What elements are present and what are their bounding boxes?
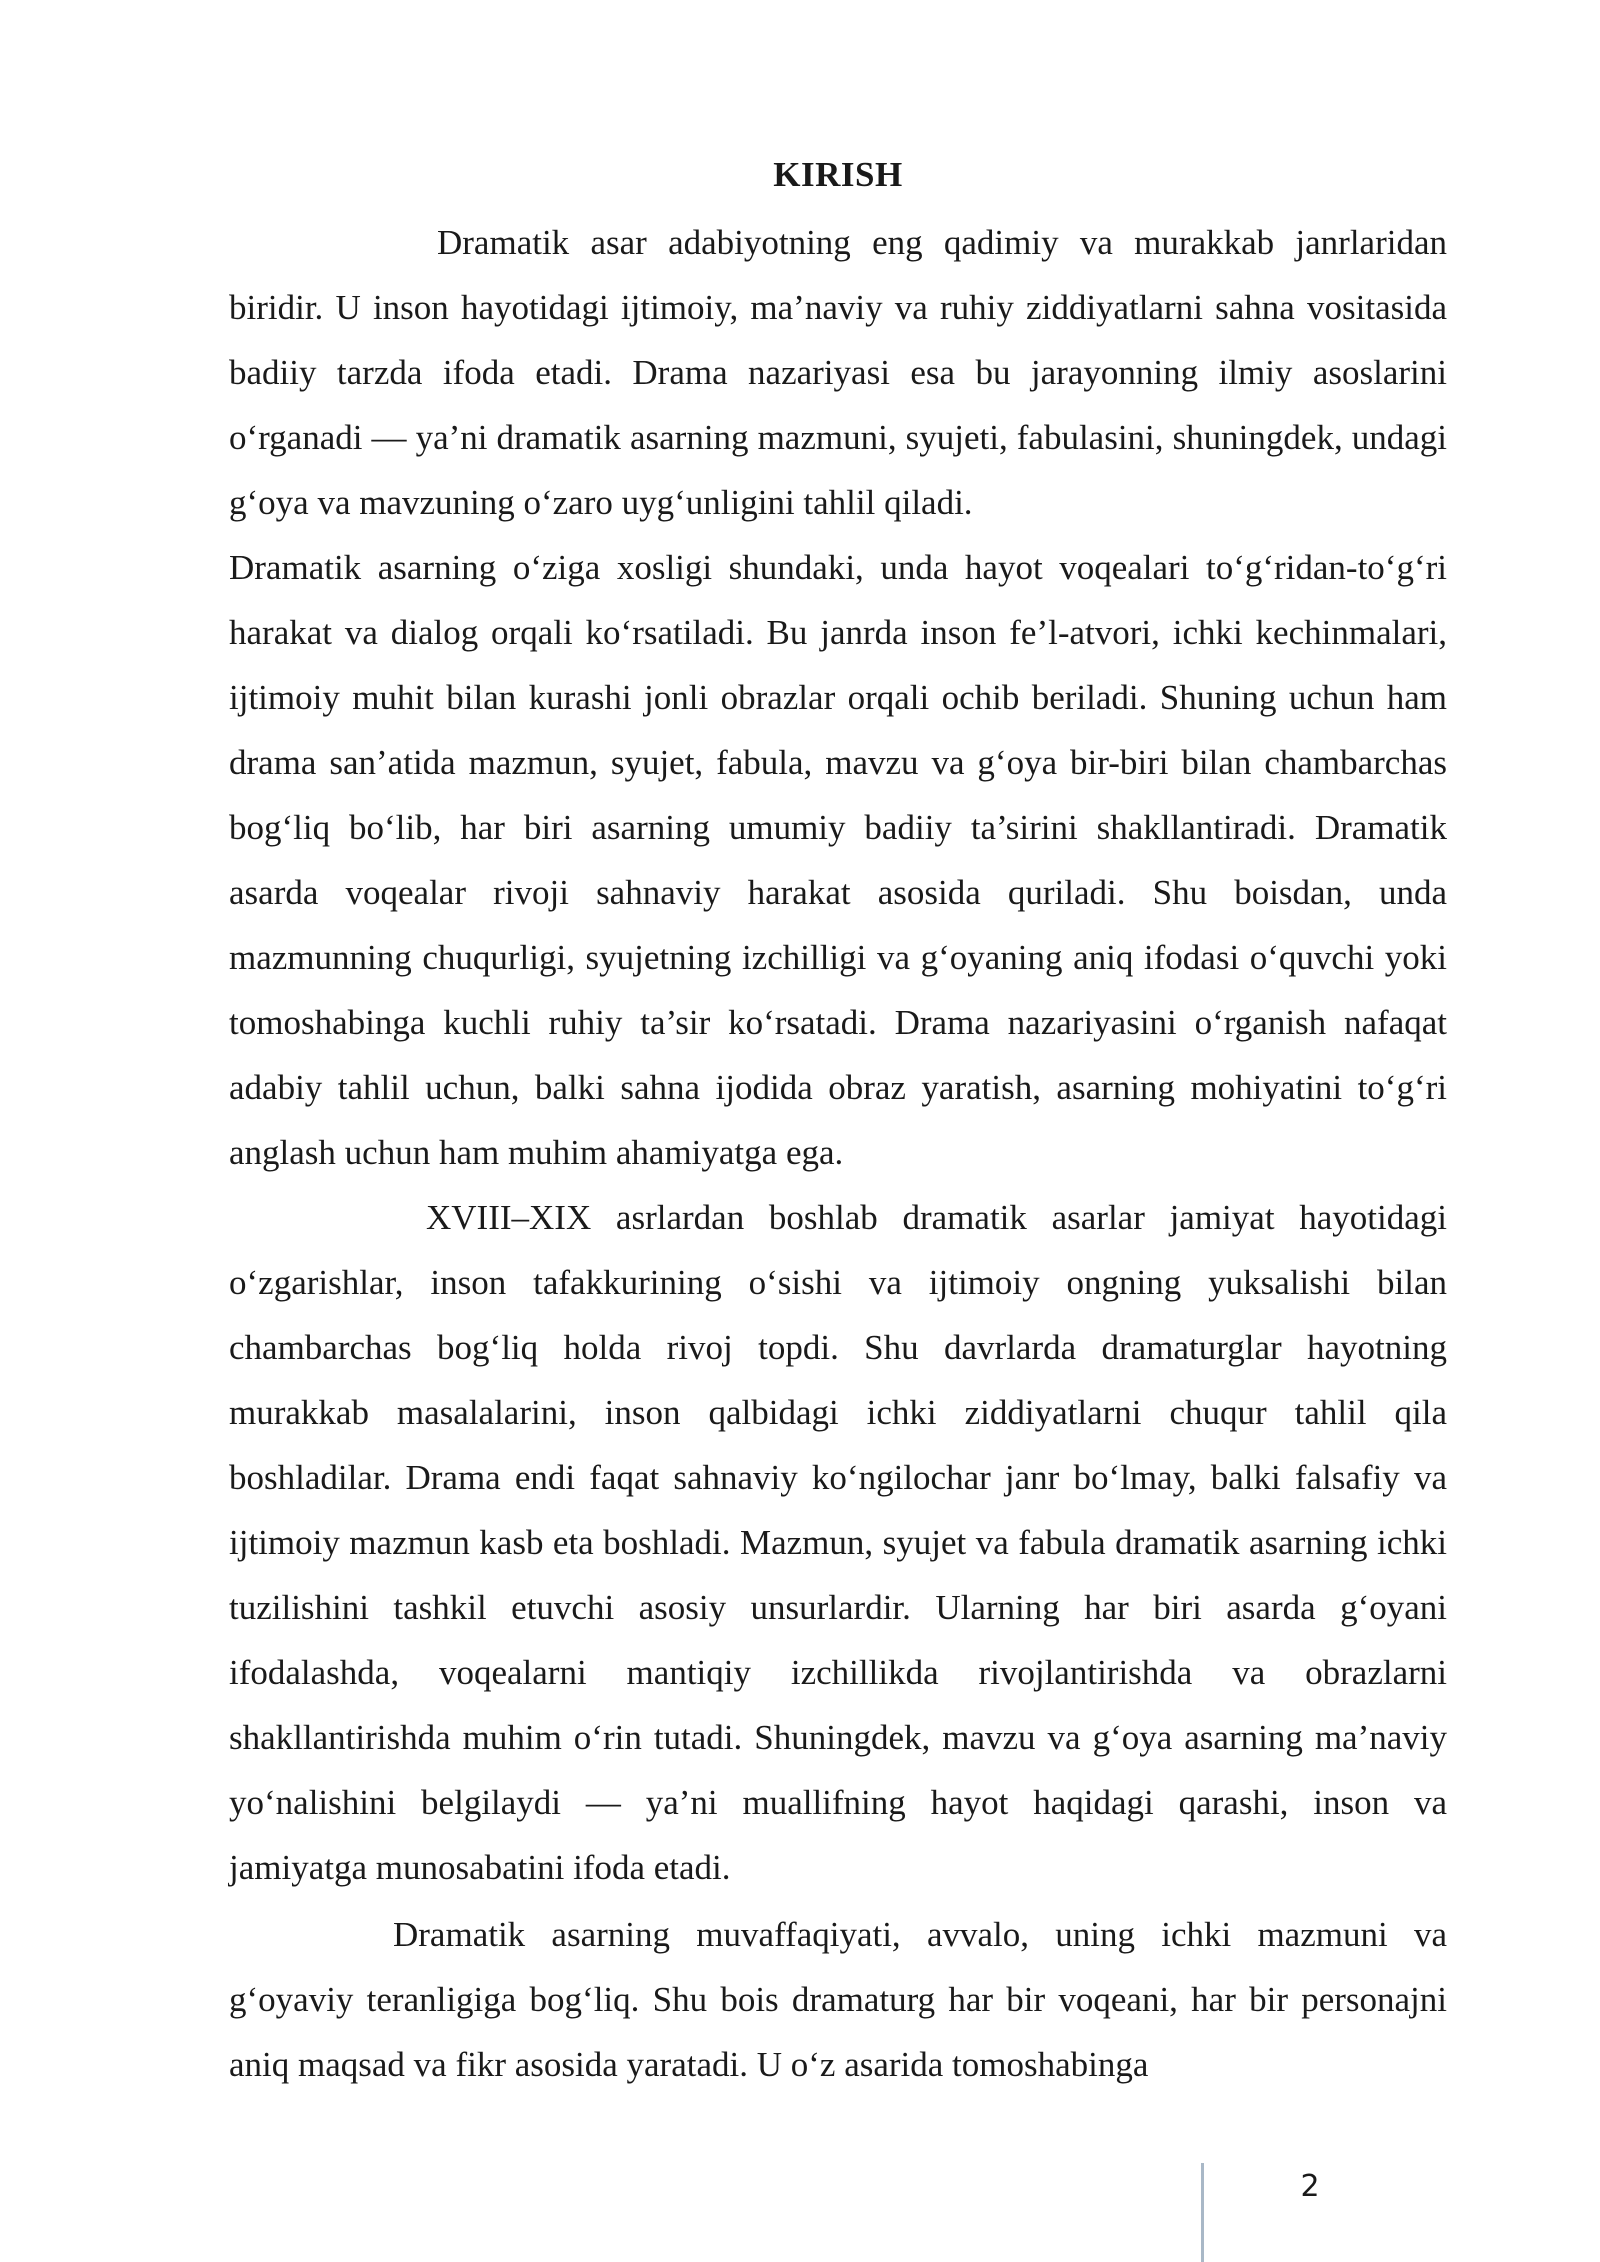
page-title: KIRISH — [773, 155, 903, 194]
paragraph-3: XVIII–XIX asrlardan boshlab dramatik asarlar jamiyat hayotidagi o‘zgarishlar, inson tafakkurining o‘sishi va ijtimoiy ongning yuksalishi bilan chambarchas bog‘liq holda rivoj topdi. Shu davrlarda dramaturglar hayotning murakkab masalalarini, inson qalbidagi ichki ziddiyatlarni chuqur tahlil qila boshladilar. Drama endi faqat sahnaviy ko‘ngilochar janr bo‘lmay, balki falsafiy va ijtimoiy mazmun kasb eta boshladi. Mazmun, syujet va fabula dramatik asarning ichki tuzilishini tashkil etuvchi asosiy unsurlardir. Ularning har biri asarda g‘oyani ifodalashda, voqealarni mantiqiy izchillikda rivojlantirishda va obrazlarni shakllantirishda muhim o‘rin tutadi. Shuningdek, mavzu va g‘oya asarning ma’naviy yo‘nalishini belgilaydi — ya’ni muallifning hayot haqidagi qarashi, inson va jamiyatga munosabatini ifoda etadi. — [229, 1198, 1447, 1887]
paragraph-1: Dramatik asar adabiyotning eng qadimiy va murakkab janrlaridan biridir. U inson hayotidagi ijtimoiy, ma’naviy va ruhiy ziddiyatlarni sahna vositasida badiiy tarzda ifoda etadi. Drama nazariyasi esa bu jarayonning ilmiy asoslarini o‘rganadi — ya’ni dramatik asarning mazmuni, syujeti, fabulasini, shuningdek, undagi g‘oya va mavzuning o‘zaro uyg‘unligini tahlil qiladi. — [229, 223, 1447, 522]
footer-divider — [1201, 2163, 1204, 2262]
paragraph-2: Dramatik asarning o‘ziga xosligi shundaki, unda hayot voqealari to‘g‘ridan-to‘g‘ri harakat va dialog orqali ko‘rsatiladi. Bu janrda inson fe’l-atvori, ichki kechinmalari, ijtimoiy muhit bilan kurashi jonli obrazlar orqali ochib beriladi. Shuning uchun ham drama san’atida mazmun, syujet, fabula, mavzu va g‘oya bir-biri bilan chambarchas bog‘liq bo‘lib, har biri asarning umumiy badiiy ta’sirini shakllantiradi. Dramatik asarda voqealar rivoji sahnaviy harakat asosida quriladi. Shu boisdan, unda mazmunning chuqurligi, syujetning izchilligi va g‘oyaning aniq ifodasi o‘quvchi yoki tomoshabinga kuchli ruhiy ta’sir ko‘rsatadi. Drama nazariyasini o‘rganish nafaqat adabiy tahlil uchun, balki sahna ijodida obraz yaratish, asarning mohiyatini to‘g‘ri anglash uchun ham muhim ahamiyatga ega. — [229, 548, 1447, 1172]
page-number: 2 — [1300, 2169, 1320, 2204]
page-content — [229, 145, 1447, 2097]
paragraph-4: Dramatik asarning muvaffaqiyati, avvalo, uning ichki mazmuni va g‘oyaviy teranligiga bog‘liq. Shu bois dramaturg har bir voqeani, har bir personajni aniq maqsad va fikr asosida yaratadi. U o‘z asarida tomoshabinga — [229, 1915, 1447, 2084]
